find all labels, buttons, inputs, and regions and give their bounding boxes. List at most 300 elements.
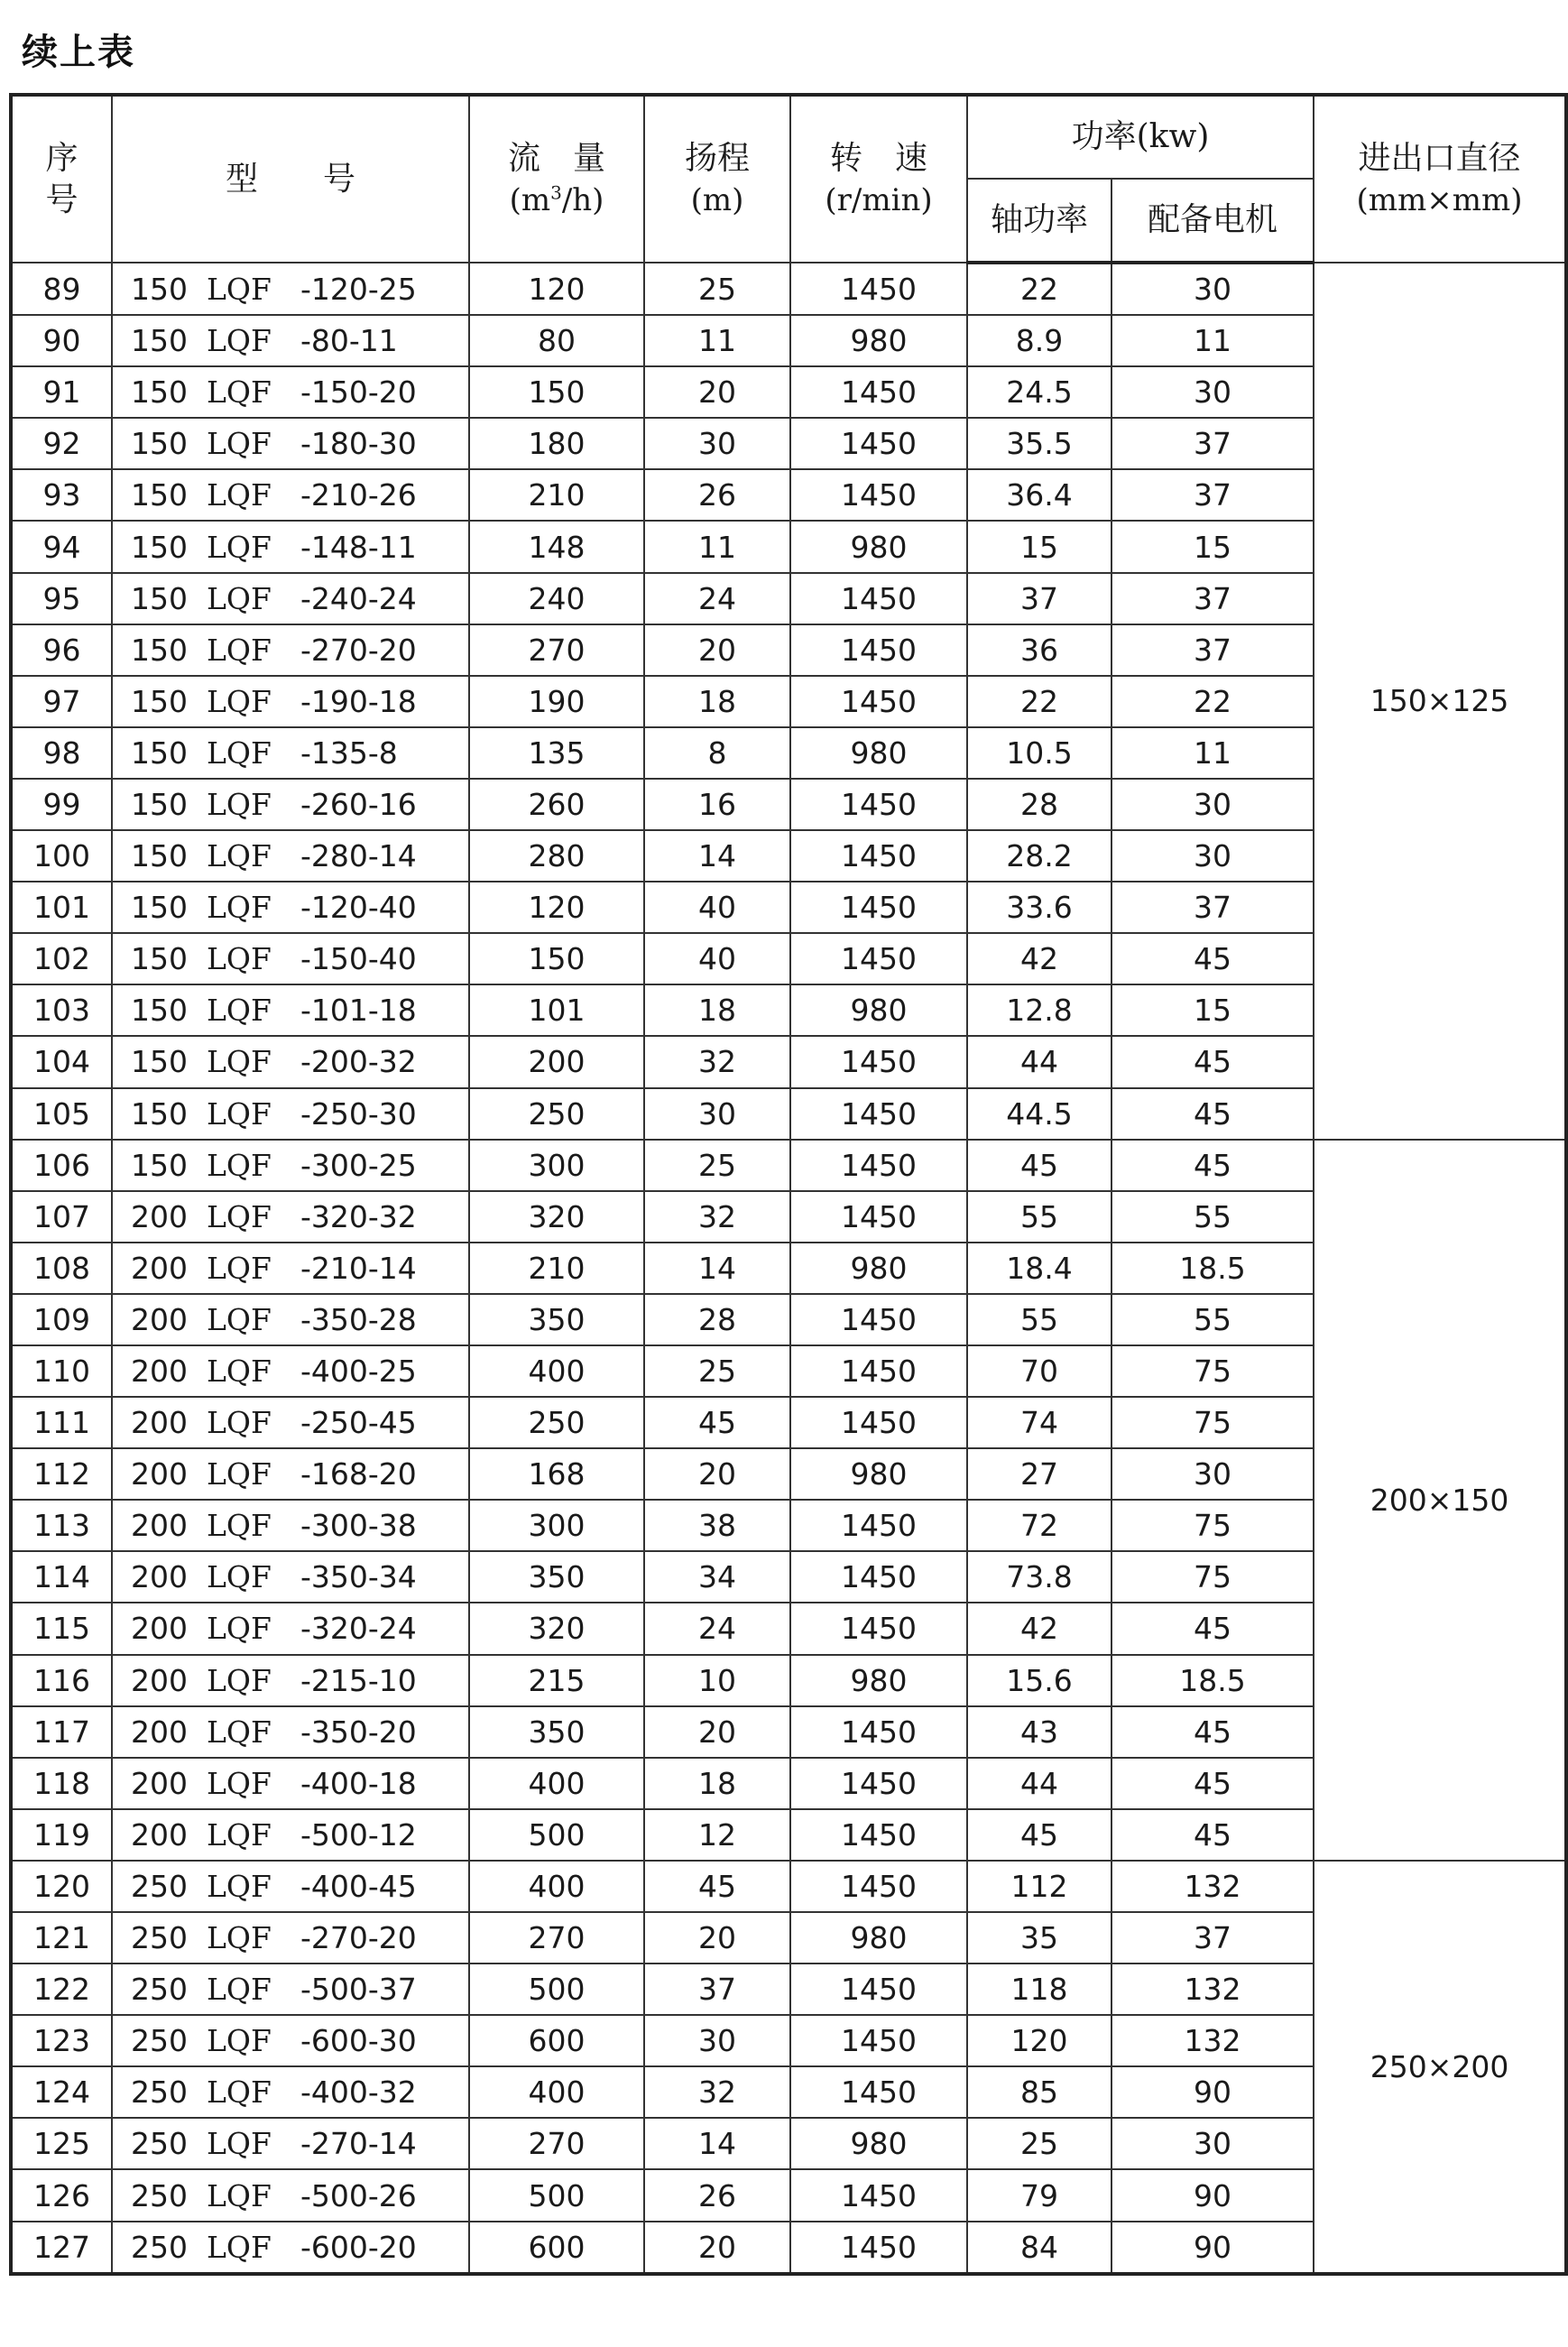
cell-model: [112, 2066, 469, 2118]
model-spec: -300-25: [300, 1147, 417, 1183]
cell-no: 97: [11, 676, 112, 727]
cell-motor-power: 75: [1111, 1500, 1314, 1551]
cell-no: 123: [11, 2015, 112, 2066]
model-size: 250: [131, 2177, 188, 2213]
cell-no: 103: [11, 984, 112, 1036]
cell-no: 105: [11, 1088, 112, 1140]
model-spec: -210-14: [300, 1250, 417, 1286]
cell-motor-power: 11: [1111, 315, 1314, 366]
cell-flow: 300: [469, 1500, 644, 1551]
model-size: 200: [131, 1611, 188, 1647]
model-size: 250: [131, 2074, 188, 2111]
model-spec: -150-40: [300, 941, 417, 977]
header-no-line2: 号: [45, 180, 78, 218]
cell-shaft-power: 72: [967, 1500, 1111, 1551]
cell-motor-power: 30: [1111, 366, 1314, 418]
cell-no: 92: [11, 418, 112, 469]
cell-head: 18: [644, 1758, 790, 1809]
cell-model: [112, 1191, 469, 1243]
cell-flow: 400: [469, 2066, 644, 2118]
cell-no: 100: [11, 830, 112, 882]
header-flow-label: 流 量: [507, 139, 605, 177]
model-series: LQF: [207, 1972, 272, 2008]
model-spec: -150-20: [300, 374, 417, 411]
cell-model: [112, 315, 469, 366]
cell-motor-power: 37: [1111, 1912, 1314, 1964]
model-series: LQF: [207, 2023, 272, 2059]
model-size: 150: [131, 580, 188, 616]
cell-flow: 270: [469, 624, 644, 676]
model-spec: -250-30: [300, 1095, 417, 1132]
model-spec: -200-32: [300, 1044, 417, 1080]
cell-no: 95: [11, 573, 112, 624]
model-spec: -500-12: [300, 1816, 417, 1853]
model-series: LQF: [207, 993, 272, 1029]
cell-motor-power: 30: [1111, 1448, 1314, 1500]
cell-motor-power: 132: [1111, 1964, 1314, 2015]
cell-speed: 980: [790, 315, 967, 366]
model-size: 150: [131, 786, 188, 822]
cell-flow: 350: [469, 1551, 644, 1603]
cell-speed: 1450: [790, 882, 967, 933]
cell-model: [112, 1345, 469, 1397]
header-motor-power: 配备电机: [1111, 179, 1314, 263]
cell-head: 32: [644, 1036, 790, 1087]
model-series: LQF: [207, 529, 272, 565]
cell-flow: 168: [469, 1448, 644, 1500]
cell-speed: 1450: [790, 1088, 967, 1140]
cell-model: [112, 1861, 469, 1912]
cell-flow: 120: [469, 882, 644, 933]
cell-speed: 980: [790, 1448, 967, 1500]
model-series: LQF: [207, 1405, 272, 1441]
cell-motor-power: 75: [1111, 1551, 1314, 1603]
cell-flow: 350: [469, 1294, 644, 1345]
cell-flow: 200: [469, 1036, 644, 1087]
model-size: 150: [131, 993, 188, 1029]
cell-shaft-power: 37: [967, 573, 1111, 624]
cell-speed: 1450: [790, 1294, 967, 1345]
cell-model: [112, 418, 469, 469]
cell-motor-power: 30: [1111, 830, 1314, 882]
model-spec: -400-25: [300, 1354, 417, 1390]
cell-shaft-power: 25: [967, 2118, 1111, 2169]
cell-flow: 600: [469, 2222, 644, 2274]
cell-shaft-power: 27: [967, 1448, 1111, 1500]
cell-shaft-power: 84: [967, 2222, 1111, 2274]
cell-motor-power: 15: [1111, 984, 1314, 1036]
model-spec: -280-14: [300, 838, 417, 874]
model-size: 150: [131, 477, 188, 513]
model-spec: -120-25: [300, 271, 417, 307]
cell-head: 14: [644, 830, 790, 882]
cell-head: 28: [644, 1294, 790, 1345]
cell-motor-power: 55: [1111, 1191, 1314, 1243]
cell-shaft-power: 55: [967, 1294, 1111, 1345]
cell-speed: 1450: [790, 469, 967, 521]
model-series: LQF: [207, 1250, 272, 1286]
cell-model: [112, 1448, 469, 1500]
cell-motor-power: 45: [1111, 1758, 1314, 1809]
model-series: LQF: [207, 632, 272, 668]
model-size: 200: [131, 1662, 188, 1698]
cell-no: 125: [11, 2118, 112, 2169]
cell-model: [112, 1397, 469, 1448]
cell-flow: 400: [469, 1861, 644, 1912]
cell-model: [112, 1036, 469, 1087]
model-spec: -400-32: [300, 2074, 417, 2111]
cell-model: [112, 1294, 469, 1345]
cell-no: 91: [11, 366, 112, 418]
cell-motor-power: 45: [1111, 933, 1314, 984]
model-size: 200: [131, 1354, 188, 1390]
model-spec: -250-45: [300, 1405, 417, 1441]
model-series: LQF: [207, 374, 272, 411]
cell-motor-power: 90: [1111, 2066, 1314, 2118]
cell-speed: 1450: [790, 1140, 967, 1191]
model-size: 150: [131, 323, 188, 359]
model-series: LQF: [207, 1714, 272, 1750]
cell-no: 126: [11, 2169, 112, 2221]
cell-speed: 1450: [790, 418, 967, 469]
cell-speed: 1450: [790, 1964, 967, 2015]
cell-flow: 120: [469, 263, 644, 315]
cell-motor-power: 75: [1111, 1397, 1314, 1448]
cell-head: 34: [644, 1551, 790, 1603]
cell-speed: 980: [790, 1912, 967, 1964]
cell-motor-power: 15: [1111, 521, 1314, 572]
cell-flow: 400: [469, 1345, 644, 1397]
cell-model: [112, 882, 469, 933]
model-series: LQF: [207, 1559, 272, 1595]
cell-no: 96: [11, 624, 112, 676]
cell-head: 38: [644, 1500, 790, 1551]
cell-model: [112, 984, 469, 1036]
model-size: 200: [131, 1456, 188, 1492]
header-head-label: 扬程: [684, 139, 750, 177]
model-spec: -190-18: [300, 683, 417, 719]
cell-no: 99: [11, 779, 112, 830]
cell-flow: 500: [469, 2169, 644, 2221]
cell-head: 45: [644, 1397, 790, 1448]
cell-diameter: 150×125: [1314, 263, 1566, 1140]
cell-motor-power: 37: [1111, 882, 1314, 933]
cell-head: 30: [644, 2015, 790, 2066]
cell-head: 12: [644, 1809, 790, 1861]
cell-shaft-power: 45: [967, 1140, 1111, 1191]
model-spec: -260-16: [300, 786, 417, 822]
cell-shaft-power: 28.2: [967, 830, 1111, 882]
cell-flow: 150: [469, 366, 644, 418]
cell-head: 30: [644, 1088, 790, 1140]
cell-speed: 980: [790, 2118, 967, 2169]
cell-model: [112, 1706, 469, 1758]
cell-shaft-power: 35: [967, 1912, 1111, 1964]
cell-motor-power: 45: [1111, 1140, 1314, 1191]
cell-flow: 250: [469, 1088, 644, 1140]
cell-model: [112, 2118, 469, 2169]
cell-model: [112, 933, 469, 984]
header-speed-label: 转 速: [829, 139, 927, 177]
model-series: LQF: [207, 1920, 272, 1956]
cell-motor-power: 18.5: [1111, 1243, 1314, 1294]
cell-motor-power: 30: [1111, 2118, 1314, 2169]
cell-shaft-power: 42: [967, 1603, 1111, 1654]
model-size: 200: [131, 1250, 188, 1286]
table-row: [11, 1140, 1566, 1191]
cell-shaft-power: 44.5: [967, 1088, 1111, 1140]
model-size: 200: [131, 1301, 188, 1337]
model-size: 250: [131, 1868, 188, 1904]
cell-motor-power: 75: [1111, 1345, 1314, 1397]
cell-no: 120: [11, 1861, 112, 1912]
model-spec: -270-20: [300, 632, 417, 668]
cell-speed: 1450: [790, 2066, 967, 2118]
model-series: LQF: [207, 1456, 272, 1492]
cell-no: 116: [11, 1655, 112, 1706]
model-spec: -120-40: [300, 890, 417, 926]
model-size: 150: [131, 374, 188, 411]
model-size: 150: [131, 890, 188, 926]
model-size: 150: [131, 271, 188, 307]
model-size: 250: [131, 1920, 188, 1956]
cell-flow: 150: [469, 933, 644, 984]
cell-motor-power: 55: [1111, 1294, 1314, 1345]
model-series: LQF: [207, 271, 272, 307]
cell-flow: 240: [469, 573, 644, 624]
cell-no: 108: [11, 1243, 112, 1294]
cell-motor-power: 45: [1111, 1088, 1314, 1140]
model-series: LQF: [207, 1147, 272, 1183]
model-spec: -270-14: [300, 2126, 417, 2162]
model-series: LQF: [207, 1508, 272, 1544]
cell-model: [112, 830, 469, 882]
cell-motor-power: 45: [1111, 1036, 1314, 1087]
cell-speed: 1450: [790, 1758, 967, 1809]
model-series: LQF: [207, 477, 272, 513]
model-spec: -135-8: [300, 735, 398, 771]
cell-head: 40: [644, 882, 790, 933]
cell-motor-power: 30: [1111, 263, 1314, 315]
cell-flow: 80: [469, 315, 644, 366]
cell-diameter: 200×150: [1314, 1140, 1566, 1861]
cell-speed: 1450: [790, 366, 967, 418]
model-series: LQF: [207, 1816, 272, 1853]
model-size: 200: [131, 1559, 188, 1595]
model-spec: -320-32: [300, 1198, 417, 1234]
cell-motor-power: 11: [1111, 727, 1314, 779]
cell-flow: 210: [469, 469, 644, 521]
cell-head: 26: [644, 2169, 790, 2221]
cell-flow: 135: [469, 727, 644, 779]
cell-model: [112, 1243, 469, 1294]
model-spec: -300-38: [300, 1508, 417, 1544]
model-series: LQF: [207, 1301, 272, 1337]
cell-shaft-power: 22: [967, 263, 1111, 315]
cell-no: 113: [11, 1500, 112, 1551]
cell-speed: 1450: [790, 933, 967, 984]
model-series: LQF: [207, 1662, 272, 1698]
cell-shaft-power: 36: [967, 624, 1111, 676]
cell-shaft-power: 12.8: [967, 984, 1111, 1036]
model-spec: -168-20: [300, 1456, 417, 1492]
cell-shaft-power: 44: [967, 1758, 1111, 1809]
cell-motor-power: 18.5: [1111, 1655, 1314, 1706]
cell-model: [112, 469, 469, 521]
cell-speed: 1450: [790, 2169, 967, 2221]
model-series: LQF: [207, 1044, 272, 1080]
cell-motor-power: 37: [1111, 573, 1314, 624]
cell-model: [112, 2222, 469, 2274]
cell-motor-power: 90: [1111, 2169, 1314, 2221]
cell-speed: 1450: [790, 830, 967, 882]
cell-head: 14: [644, 2118, 790, 2169]
cell-shaft-power: 55: [967, 1191, 1111, 1243]
cell-no: 112: [11, 1448, 112, 1500]
cell-speed: 1450: [790, 2222, 967, 2274]
cell-flow: 190: [469, 676, 644, 727]
cell-motor-power: 132: [1111, 2015, 1314, 2066]
cell-model: [112, 1758, 469, 1809]
header-speed-unit: (r/min): [825, 181, 933, 218]
header-flow-unit-a: (m: [509, 181, 551, 218]
model-series: LQF: [207, 1765, 272, 1801]
model-spec: -600-20: [300, 2229, 417, 2265]
cell-head: 24: [644, 1603, 790, 1654]
cell-no: 94: [11, 521, 112, 572]
cell-speed: 1450: [790, 1603, 967, 1654]
cell-model: [112, 1500, 469, 1551]
cell-model: [112, 521, 469, 572]
cell-model: [112, 1655, 469, 1706]
cell-flow: 300: [469, 1140, 644, 1191]
cell-model: [112, 2015, 469, 2066]
cell-model: [112, 1809, 469, 1861]
cell-flow: 500: [469, 1809, 644, 1861]
cell-motor-power: 37: [1111, 418, 1314, 469]
cell-speed: 1450: [790, 1706, 967, 1758]
model-series: LQF: [207, 786, 272, 822]
cell-motor-power: 22: [1111, 676, 1314, 727]
cell-shaft-power: 79: [967, 2169, 1111, 2221]
cell-head: 25: [644, 263, 790, 315]
model-spec: -600-30: [300, 2023, 417, 2059]
header-speed: [790, 95, 967, 263]
model-size: 250: [131, 1972, 188, 2008]
cell-model: [112, 1964, 469, 2015]
cell-no: 122: [11, 1964, 112, 2015]
model-size: 150: [131, 735, 188, 771]
header-no: [11, 95, 112, 263]
model-size: 200: [131, 1405, 188, 1441]
cell-motor-power: 45: [1111, 1706, 1314, 1758]
model-size: 200: [131, 1508, 188, 1544]
cell-shaft-power: 28: [967, 779, 1111, 830]
model-spec: -148-11: [300, 529, 417, 565]
cell-head: 18: [644, 676, 790, 727]
cell-shaft-power: 33.6: [967, 882, 1111, 933]
cell-no: 119: [11, 1809, 112, 1861]
cell-flow: 350: [469, 1706, 644, 1758]
cell-motor-power: 37: [1111, 469, 1314, 521]
model-size: 200: [131, 1198, 188, 1234]
cell-model: [112, 727, 469, 779]
cell-shaft-power: 85: [967, 2066, 1111, 2118]
cell-shaft-power: 10.5: [967, 727, 1111, 779]
cell-flow: 500: [469, 1964, 644, 2015]
model-size: 150: [131, 529, 188, 565]
model-series: LQF: [207, 838, 272, 874]
header-flow: [469, 95, 644, 263]
cell-shaft-power: 118: [967, 1964, 1111, 2015]
cell-model: [112, 624, 469, 676]
cell-speed: 980: [790, 1243, 967, 1294]
cell-shaft-power: 22: [967, 676, 1111, 727]
header-power-label: 功率(kw): [1071, 118, 1210, 155]
cell-no: 102: [11, 933, 112, 984]
cell-no: 114: [11, 1551, 112, 1603]
cell-model: [112, 1603, 469, 1654]
model-spec: -500-37: [300, 1972, 417, 2008]
pump-spec-table: [9, 93, 1568, 2276]
cell-head: 20: [644, 1706, 790, 1758]
model-series: LQF: [207, 1095, 272, 1132]
model-size: 150: [131, 1095, 188, 1132]
cell-speed: 980: [790, 1655, 967, 1706]
cell-shaft-power: 45: [967, 1809, 1111, 1861]
header-diameter-unit: (mm×mm): [1356, 181, 1523, 218]
model-series: LQF: [207, 2229, 272, 2265]
header-shaft-power: 轴功率: [967, 179, 1111, 263]
header-power-group: [967, 95, 1314, 179]
cell-head: 40: [644, 933, 790, 984]
model-spec: -101-18: [300, 993, 417, 1029]
table-body: [11, 263, 1566, 2274]
cell-speed: 1450: [790, 1036, 967, 1087]
cell-shaft-power: 35.5: [967, 418, 1111, 469]
header-head: [644, 95, 790, 263]
cell-shaft-power: 120: [967, 2015, 1111, 2066]
cell-shaft-power: 8.9: [967, 315, 1111, 366]
cell-shaft-power: 15.6: [967, 1655, 1111, 1706]
cell-shaft-power: 112: [967, 1861, 1111, 1912]
cell-no: 117: [11, 1706, 112, 1758]
model-series: LQF: [207, 2074, 272, 2111]
model-size: 250: [131, 2126, 188, 2162]
cell-speed: 980: [790, 727, 967, 779]
model-spec: -240-24: [300, 580, 417, 616]
model-series: LQF: [207, 426, 272, 462]
header-flow-unit-b: /h): [561, 181, 604, 218]
cell-speed: 1450: [790, 1500, 967, 1551]
cell-shaft-power: 18.4: [967, 1243, 1111, 1294]
cell-motor-power: 45: [1111, 1603, 1314, 1654]
header-flow-unit-sup: 3: [550, 181, 562, 204]
cell-model: [112, 1912, 469, 1964]
model-series: LQF: [207, 941, 272, 977]
cell-head: 37: [644, 1964, 790, 2015]
cell-head: 30: [644, 418, 790, 469]
cell-flow: 400: [469, 1758, 644, 1809]
cell-speed: 1450: [790, 1551, 967, 1603]
cell-shaft-power: 15: [967, 521, 1111, 572]
cell-speed: 1450: [790, 2015, 967, 2066]
model-series: LQF: [207, 2177, 272, 2213]
table-row: [11, 1861, 1566, 1912]
model-size: 150: [131, 426, 188, 462]
cell-motor-power: 90: [1111, 2222, 1314, 2274]
model-size: 150: [131, 632, 188, 668]
